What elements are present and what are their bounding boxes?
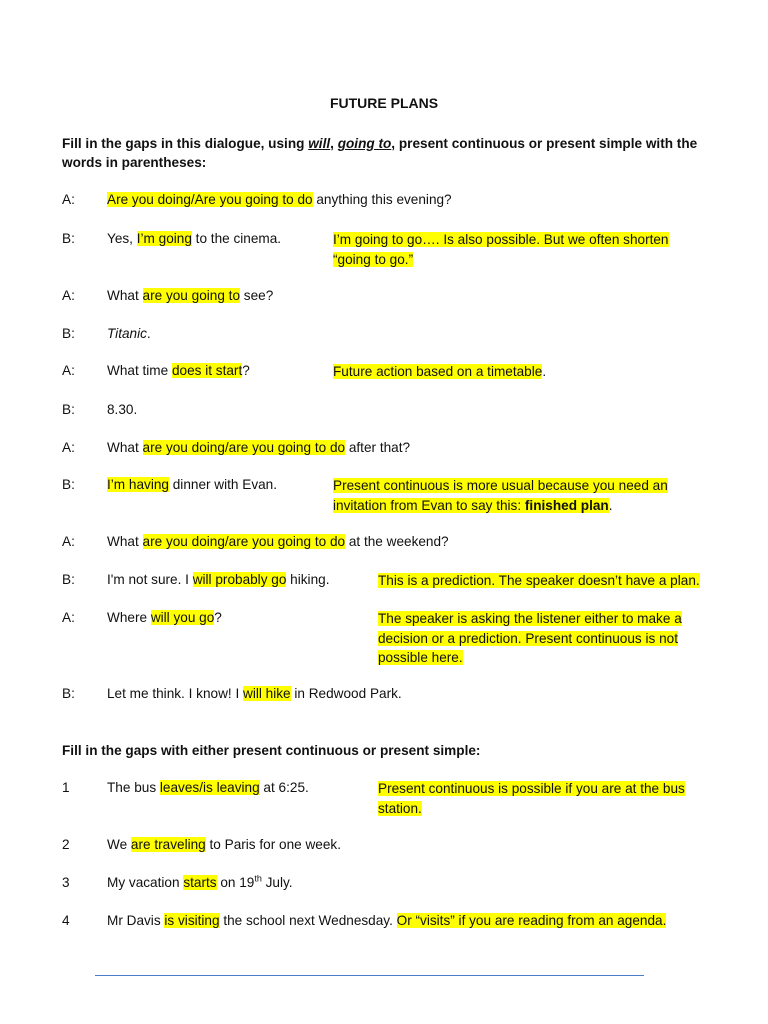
dialogue-line: 8.30.	[107, 402, 138, 417]
line-text: Mr Davis	[107, 913, 165, 928]
note-line: Present continuous is possible if you are at the bus	[378, 781, 685, 796]
dialogue-line	[107, 288, 273, 303]
answer-highlight: does it start	[171, 363, 243, 378]
line-text: ?	[242, 363, 250, 378]
line-text: What	[107, 288, 143, 303]
instruction-text: Fill in the gaps in this dialogue, using	[62, 136, 309, 151]
answer-highlight: will you go	[150, 610, 215, 625]
line-text: at the weekend?	[345, 534, 449, 549]
speaker-label: B:	[62, 686, 75, 701]
speaker-label: A:	[62, 440, 75, 455]
speaker-label: B:	[62, 572, 75, 587]
explanation-note	[333, 362, 546, 382]
speaker-label: A:	[62, 610, 75, 625]
answer-note-highlight: Or “visits” if you are reading from an agenda.	[396, 913, 667, 928]
movie-title: Titanic	[107, 326, 147, 341]
note-line: The speaker is asking the listener either to make a	[378, 611, 682, 626]
line-text: at 6:25.	[259, 780, 309, 795]
instruction-will: will	[308, 136, 331, 151]
line-text: Let me think. I know! I	[107, 686, 243, 701]
speaker-label: A:	[62, 192, 75, 207]
exercise-line	[107, 780, 309, 795]
line-text: Where	[107, 610, 151, 625]
note-punct: .	[608, 497, 613, 513]
instruction-1	[62, 134, 702, 172]
line-text: after that?	[345, 440, 411, 455]
dialogue-line	[107, 192, 452, 207]
explanation-note	[378, 609, 682, 668]
line-text: What	[107, 534, 143, 549]
line-text: to Paris for one week.	[205, 837, 341, 852]
explanation-note	[333, 476, 668, 515]
speaker-label: A:	[62, 363, 75, 378]
exercise-number: 1	[62, 780, 70, 795]
line-text: My vacation	[107, 875, 184, 890]
answer-highlight: will hike	[243, 686, 291, 701]
exercise-line	[107, 913, 666, 928]
dialogue-line	[107, 534, 449, 549]
answer-highlight: will probably go	[192, 572, 287, 587]
note-line: I’m going to go…. Is also possible. But we often shorten	[333, 232, 669, 247]
explanation-note	[378, 779, 685, 818]
answer-highlight: is visiting	[164, 913, 220, 928]
exercise-line	[107, 875, 293, 890]
line-text: dinner with Evan.	[168, 477, 278, 492]
page-title: FUTURE PLANS	[329, 95, 439, 111]
answer-highlight: Are you doing/Are you going to do	[107, 192, 313, 207]
line-text: in Redwood Park.	[290, 686, 402, 701]
speaker-label: A:	[62, 534, 75, 549]
instruction-2: Fill in the gaps with either present continuous or present simple:	[62, 743, 481, 758]
explanation-note	[378, 571, 700, 591]
line-text: .	[146, 326, 151, 341]
footer-divider	[95, 975, 644, 976]
note-line: This is a prediction. The speaker doesn’t have a plan.	[378, 573, 700, 588]
speaker-label: B:	[62, 326, 75, 341]
line-text: anything this evening?	[312, 192, 452, 207]
answer-highlight: are traveling	[130, 837, 206, 852]
answer-highlight: leaves/is leaving	[159, 780, 260, 795]
dialogue-line	[107, 572, 329, 587]
note-line: possible here.	[378, 650, 463, 665]
line-text: What time	[107, 363, 172, 378]
dialogue-line	[107, 440, 410, 455]
exercise-number: 4	[62, 913, 70, 928]
line-text: ?	[214, 610, 222, 625]
note-line: Future action based on a timetable	[333, 364, 543, 379]
speaker-label: B:	[62, 231, 75, 246]
dialogue-line	[107, 326, 151, 341]
answer-highlight: are you doing/are you going to do	[142, 440, 346, 455]
line-text: I'm not sure. I	[107, 572, 193, 587]
speaker-label: B:	[62, 402, 75, 417]
line-text: hiking.	[286, 572, 330, 587]
line-text: on 19	[216, 875, 255, 890]
note-punct: .	[542, 364, 547, 379]
answer-highlight: I’m going	[136, 231, 192, 246]
line-text: Yes,	[107, 231, 137, 246]
line-text: What	[107, 440, 143, 455]
explanation-note	[333, 230, 669, 269]
dialogue-line	[107, 231, 281, 246]
speaker-label: B:	[62, 477, 75, 492]
instruction-going-to: going to	[337, 136, 392, 151]
note-line: invitation from Evan to say this:	[333, 497, 525, 513]
line-text: the school next Wednesday.	[219, 913, 397, 928]
note-line: Present continuous is more usual because you need an	[333, 478, 668, 493]
note-line: “going to go.”	[333, 251, 414, 267]
exercise-number: 3	[62, 875, 70, 890]
line-text: We	[107, 837, 131, 852]
instruction-comma: ,	[330, 136, 338, 151]
dialogue-line	[107, 363, 250, 378]
exercise-line	[107, 837, 341, 852]
ordinal-suffix: th	[254, 873, 262, 884]
line-text: The bus	[107, 780, 160, 795]
speaker-label: A:	[62, 288, 75, 303]
exercise-number: 2	[62, 837, 70, 852]
answer-highlight: are you going to	[142, 288, 241, 303]
line-text: to the cinema.	[191, 231, 282, 246]
line-text: July.	[261, 875, 293, 890]
note-bold: finished plan	[524, 497, 609, 513]
dialogue-line	[107, 686, 402, 701]
dialogue-line	[107, 477, 277, 492]
note-line: decision or a prediction. Present continuous is not	[378, 630, 678, 646]
note-line: station.	[378, 800, 422, 816]
answer-highlight: starts	[183, 875, 217, 890]
instruction-text-end: , present continuous or present simple with the words in parentheses:	[62, 136, 698, 170]
dialogue-line	[107, 610, 222, 625]
line-text: see?	[240, 288, 274, 303]
answer-highlight: are you doing/are you going to do	[142, 534, 346, 549]
answer-highlight: I’m having	[107, 477, 169, 492]
